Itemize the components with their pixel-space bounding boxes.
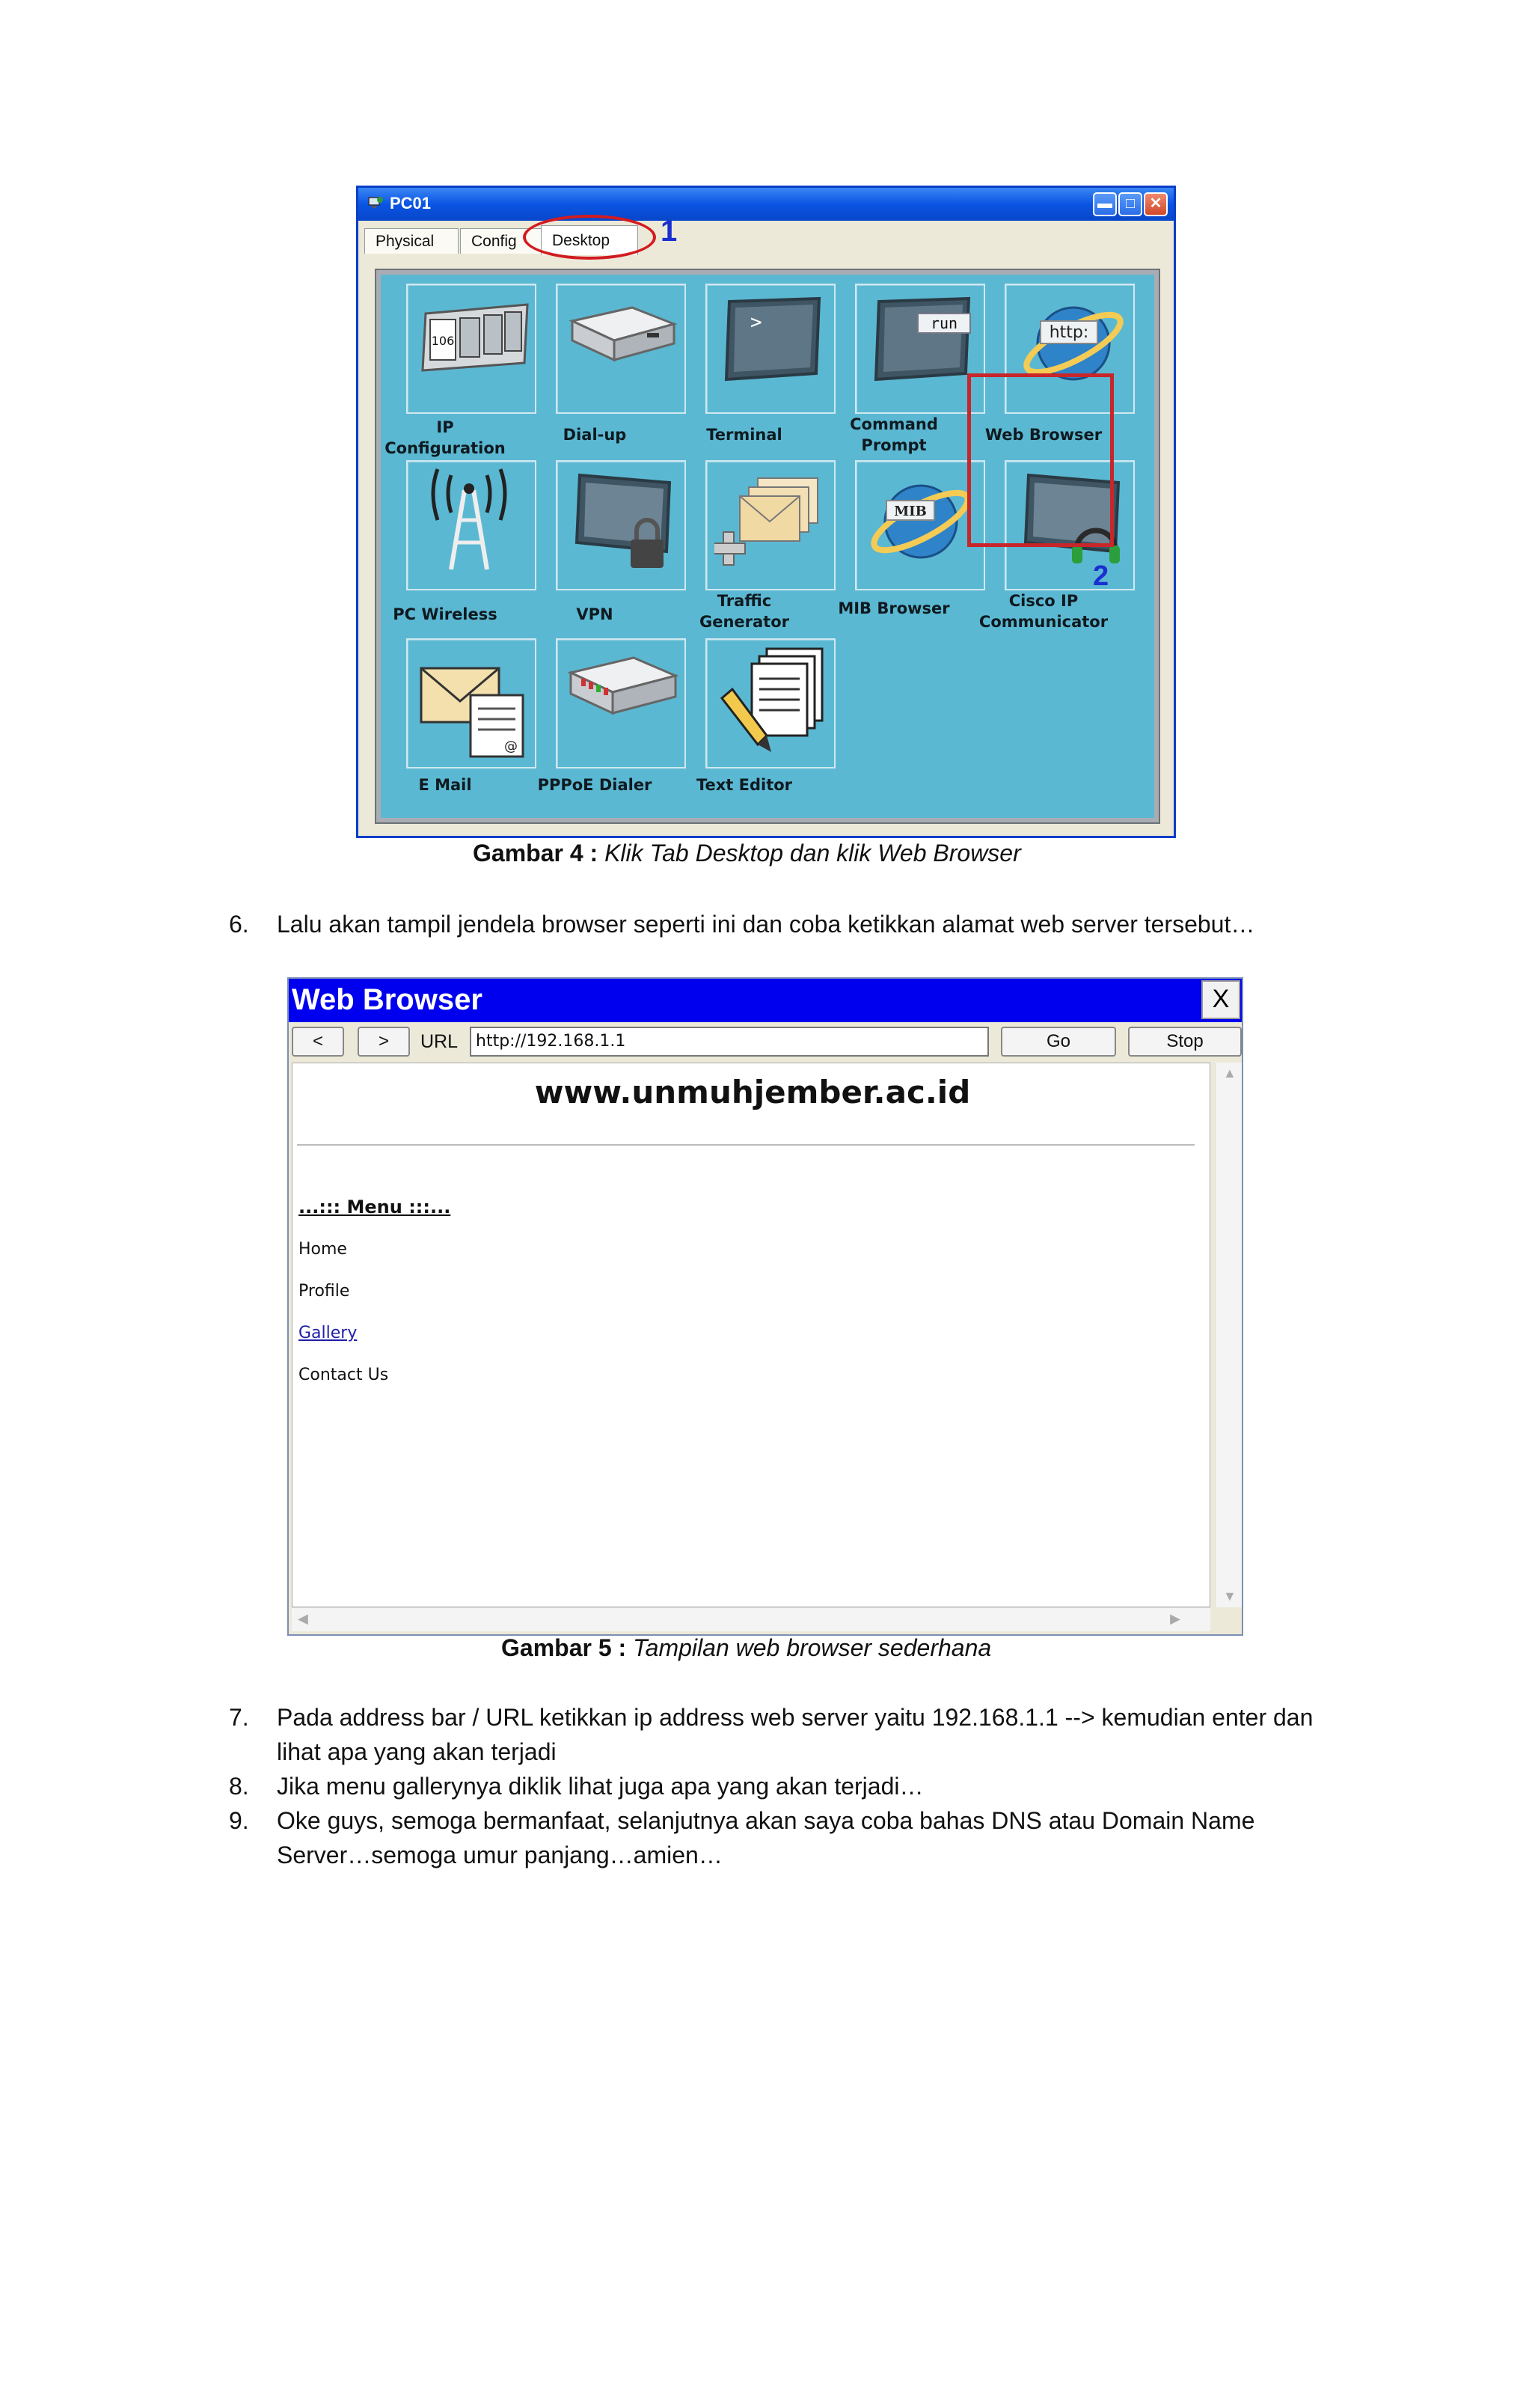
tile-label-ip-configuration xyxy=(370,417,520,459)
tile-label-text-editor: Text Editor xyxy=(696,776,793,794)
tile-label-traffic-generator xyxy=(670,590,819,632)
pc01-title: PC01 xyxy=(390,194,432,213)
vertical-scrollbar[interactable] xyxy=(1215,1063,1242,1607)
svg-text:>: > xyxy=(750,311,762,334)
tile-dial-up[interactable] xyxy=(556,284,686,414)
list-number: 7. xyxy=(229,1704,249,1731)
tile-label-mib-browser: MIB Browser xyxy=(838,599,950,617)
maximize-icon: □ xyxy=(1125,195,1136,212)
terminal-icon xyxy=(714,291,828,405)
url-label: URL xyxy=(420,1031,459,1052)
figure5-caption-label: Gambar 5 : xyxy=(501,1634,627,1661)
link-home[interactable]: Home xyxy=(298,1240,347,1259)
tile-label-command-prompt xyxy=(819,414,969,456)
tab-config[interactable]: Config xyxy=(460,228,542,254)
tile-text-cisco-ip-communicator: Cisco IP Communicator xyxy=(978,592,1109,631)
web-browser-titlebar[interactable] xyxy=(289,979,1242,1022)
list-number: 6. xyxy=(229,911,249,938)
tile-command-prompt[interactable] xyxy=(855,284,985,414)
figure5-caption-text: Tampilan web browser sederhana xyxy=(633,1634,992,1661)
pppoe-dialer-icon xyxy=(565,646,678,760)
close-icon: ✕ xyxy=(1149,195,1162,212)
maximize-button[interactable] xyxy=(1118,192,1142,216)
list-text: Jika menu gallerynya diklik lihat juga apa yang akan terjadi… xyxy=(277,1773,924,1800)
tab-physical[interactable]: Physical xyxy=(364,228,459,254)
link-contact-us[interactable]: Contact Us xyxy=(298,1366,389,1384)
tile-pc-wireless[interactable] xyxy=(406,460,536,590)
dial-up-icon xyxy=(565,291,678,405)
url-input[interactable]: http://192.168.1.1 xyxy=(470,1027,989,1057)
email-icon xyxy=(415,646,529,760)
web-browser-highlight xyxy=(967,373,1114,547)
svg-text:run: run xyxy=(930,314,958,332)
pc01-tabs xyxy=(364,225,1168,255)
web-page-content xyxy=(292,1063,1210,1607)
tile-text-ip-configuration: IP Configuration xyxy=(384,418,506,457)
mib-browser-icon xyxy=(864,468,978,581)
link-profile[interactable]: Profile xyxy=(298,1282,350,1301)
tile-traffic-generator[interactable] xyxy=(705,460,836,590)
go-button[interactable]: Go xyxy=(1001,1027,1116,1057)
list-item-9 xyxy=(229,1803,1351,1872)
link-gallery[interactable]: Gallery xyxy=(298,1324,358,1342)
list-number: 8. xyxy=(229,1773,249,1800)
tile-label-cisco-ip-communicator xyxy=(969,590,1118,632)
menu-title: ...::: Menu :::... xyxy=(298,1197,451,1217)
forward-icon: > xyxy=(378,1031,389,1051)
scroll-left-icon[interactable]: ◀ xyxy=(298,1611,308,1626)
back-icon: < xyxy=(312,1031,323,1051)
text-editor-icon xyxy=(714,646,828,760)
desktop-tab-highlight xyxy=(523,215,656,260)
web-browser-window xyxy=(287,977,1243,1636)
list-number: 9. xyxy=(229,1807,249,1834)
tile-label-web-browser: Web Browser xyxy=(984,426,1103,444)
list-text: Lalu akan tampil jendela browser seperti ini dan coba ketikkan alamat web server tersebut… xyxy=(277,911,1255,938)
tile-email[interactable] xyxy=(406,638,536,768)
pc-wireless-icon xyxy=(415,468,529,581)
step-marker-2: 2 xyxy=(1093,560,1109,592)
figure4-caption-text: Klik Tab Desktop dan klik Web Browser xyxy=(604,840,1021,867)
command-prompt-icon xyxy=(864,291,978,405)
back-button[interactable] xyxy=(292,1027,344,1057)
list-text: Pada address bar / URL ketikkan ip address web server yaitu 192.168.1.1 --> kemudian enter dan lihat apa yang akan terjadi xyxy=(277,1704,1314,1765)
tile-vpn[interactable] xyxy=(556,460,686,590)
pc01-window xyxy=(356,186,1176,838)
tile-text-command-prompt: Command Prompt xyxy=(850,415,938,454)
minimize-icon: ▬ xyxy=(1097,195,1112,212)
tile-mib-browser[interactable] xyxy=(855,460,985,590)
tile-text-traffic-generator: Traffic Generator xyxy=(699,592,790,631)
tab-desktop[interactable]: Desktop xyxy=(541,225,638,255)
close-button[interactable] xyxy=(1144,192,1168,216)
svg-text:MIB: MIB xyxy=(894,504,927,519)
scroll-up-icon[interactable]: ▲ xyxy=(1223,1066,1237,1081)
figure4-caption-label: Gambar 4 : xyxy=(473,840,598,867)
minimize-button[interactable] xyxy=(1093,192,1117,216)
traffic-generator-icon xyxy=(714,468,828,581)
web-browser-title: Web Browser xyxy=(292,983,482,1016)
close-icon: X xyxy=(1212,985,1230,1013)
scroll-down-icon[interactable]: ▼ xyxy=(1223,1589,1237,1604)
tile-label-pppoe-dialer: PPPoE Dialer xyxy=(537,776,652,794)
horizontal-rule xyxy=(297,1144,1195,1146)
vpn-icon xyxy=(565,468,678,581)
ip-configuration-icon xyxy=(415,291,529,405)
figure5-caption xyxy=(501,1634,991,1662)
tile-text-editor[interactable] xyxy=(705,638,836,768)
svg-text:106: 106 xyxy=(431,334,455,348)
tile-terminal[interactable] xyxy=(705,284,836,414)
svg-text:@: @ xyxy=(504,739,518,754)
list-item-7 xyxy=(229,1700,1351,1769)
page-heading: www.unmuhjember.ac.id xyxy=(534,1074,971,1110)
tile-pppoe-dialer[interactable] xyxy=(556,638,686,768)
tile-label-terminal: Terminal xyxy=(706,426,782,444)
figure4-caption xyxy=(473,840,1021,867)
web-browser-close-button[interactable] xyxy=(1201,980,1240,1019)
tile-label-email: E Mail xyxy=(418,776,472,794)
pc01-titlebar[interactable] xyxy=(358,188,1174,221)
step-marker-1: 1 xyxy=(661,215,678,248)
list-text: Oke guys, semoga bermanfaat, selanjutnya akan saya coba bahas DNS atau Domain Name Server…semoga umur panjang…amien… xyxy=(277,1807,1255,1868)
pc-icon xyxy=(367,195,384,212)
tile-label-dial-up: Dial-up xyxy=(563,426,627,444)
horizontal-scrollbar[interactable] xyxy=(292,1607,1210,1631)
svg-text:http:: http: xyxy=(1049,323,1089,342)
tile-label-vpn: VPN xyxy=(576,605,613,623)
stop-button[interactable]: Stop xyxy=(1128,1027,1242,1057)
forward-button[interactable] xyxy=(358,1027,410,1057)
scroll-right-icon[interactable]: ▶ xyxy=(1170,1611,1180,1626)
tile-label-pc-wireless: PC Wireless xyxy=(393,605,497,623)
tile-ip-configuration[interactable] xyxy=(406,284,536,414)
